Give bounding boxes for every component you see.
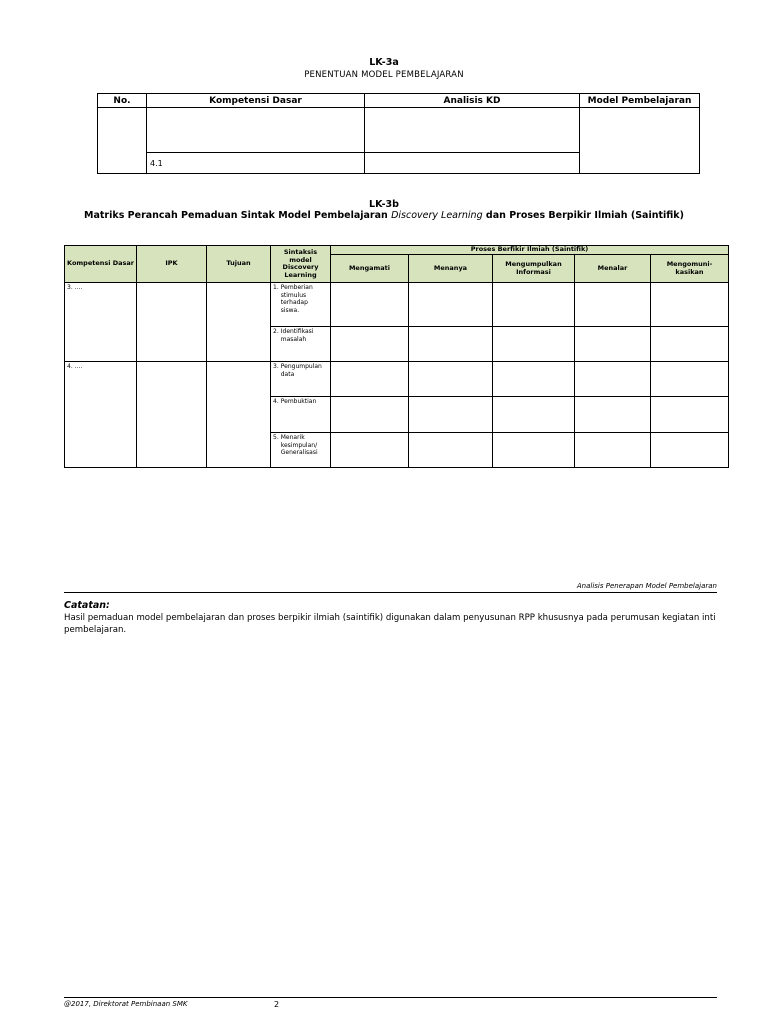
- empty-cell: [575, 362, 651, 397]
- sintaks-cell: [271, 397, 331, 433]
- footer-rule: [64, 997, 717, 998]
- catatan-body: Hasil pemaduan model pembelajaran dan proses berpikir ilmiah (saintifik) digunakan dalam penyusunan RPP khususnya pada perumusan kegiatan inti pembelajaran.: [64, 613, 716, 635]
- sintaks-num: 2.: [273, 328, 279, 335]
- sintaks-text: Pembuktian: [280, 398, 317, 405]
- cell-kd-1: [147, 108, 365, 153]
- header-mengomunikasikan: Mengomuni-kasikan: [651, 255, 729, 283]
- empty-cell: [493, 397, 575, 433]
- sintaks-num: 5.: [273, 434, 279, 441]
- header-menanya: Menanya: [409, 255, 493, 283]
- empty-cell: [493, 327, 575, 362]
- page-number: 2: [274, 1000, 280, 1009]
- empty-cell: [651, 397, 729, 433]
- header-menalar: Menalar: [575, 255, 651, 283]
- header-no: No.: [98, 94, 147, 108]
- cell-kd-2: 4.1: [147, 153, 365, 174]
- cell-analisis-2: [365, 153, 580, 174]
- sintaks-cell: [271, 433, 331, 468]
- lk3b-subtitle-pre: Matriks Perancah Pemaduan Sintak Model Pembelajaran: [84, 210, 392, 221]
- header-kompetensi-dasar: Kompetensi Dasar: [147, 94, 365, 108]
- running-header-rule: [64, 592, 717, 593]
- sintaks-text: Pengumpulan data: [280, 363, 322, 378]
- lk3b-title: LK-3b: [369, 199, 399, 210]
- lk3b-subtitle-post: dan Proses Berpikir Ilmiah (Saintifik): [482, 210, 684, 221]
- empty-cell: [493, 362, 575, 397]
- empty-cell: [575, 397, 651, 433]
- sintaks-num: 1.: [273, 284, 279, 291]
- lk3a-title: LK-3a: [369, 57, 399, 68]
- header-mengumpulkan: Mengumpulkan Informasi: [493, 255, 575, 283]
- empty-cell: [575, 433, 651, 468]
- empty-cell: [575, 283, 651, 327]
- ipk-cell: [137, 283, 207, 362]
- empty-cell: [575, 327, 651, 362]
- header-sintaksis: Sintaksis model Discovery Learning: [271, 246, 331, 283]
- lk3b-subtitle: [0, 210, 768, 221]
- cell-model: [580, 108, 700, 174]
- sintaks-num: 3.: [273, 363, 279, 370]
- header-model-pembelajaran: Model Pembelajaran: [580, 94, 700, 108]
- tujuan-cell: [207, 362, 271, 468]
- header-proses: Proses Berfikir Ilmiah (Saintifik): [331, 246, 729, 255]
- catatan-heading: Catatan:: [64, 600, 110, 611]
- sintaks-text: Menarik kesimpulan/ Generalisasi: [280, 434, 318, 456]
- empty-cell: [331, 433, 409, 468]
- cell-no: [98, 108, 147, 174]
- running-header: Analisis Penerapan Model Pembelajaran: [576, 582, 717, 590]
- sintaks-cell: [271, 327, 331, 362]
- cell-analisis-1: [365, 108, 580, 153]
- kd-cell: 3. ....: [65, 283, 137, 362]
- header-mengamati: Mengamati: [331, 255, 409, 283]
- lk3b-table: [64, 245, 729, 468]
- empty-cell: [651, 283, 729, 327]
- empty-cell: [651, 433, 729, 468]
- header-kd: Kompetensi Dasar: [65, 246, 137, 283]
- kd-cell: 4. ....: [65, 362, 137, 468]
- empty-cell: [409, 283, 493, 327]
- header-tujuan: Tujuan: [207, 246, 271, 283]
- empty-cell: [409, 327, 493, 362]
- empty-cell: [331, 362, 409, 397]
- empty-cell: [493, 433, 575, 468]
- empty-cell: [493, 283, 575, 327]
- lk3a-subtitle: PENENTUAN MODEL PEMBELAJARAN: [304, 70, 464, 80]
- sintaks-num: 4.: [273, 398, 279, 405]
- empty-cell: [651, 327, 729, 362]
- empty-cell: [409, 433, 493, 468]
- empty-cell: [331, 397, 409, 433]
- sintaks-cell: [271, 362, 331, 397]
- header-ipk: IPK: [137, 246, 207, 283]
- lk3a-table: [97, 93, 700, 174]
- sintaks-cell: [271, 283, 331, 327]
- ipk-cell: [137, 362, 207, 468]
- empty-cell: [409, 362, 493, 397]
- footer-copyright: @2017, Direktorat Pembinaan SMK: [64, 1000, 188, 1008]
- header-analisis-kd: Analisis KD: [365, 94, 580, 108]
- lk3b-subtitle-italic: Discovery Learning: [391, 210, 483, 221]
- empty-cell: [409, 397, 493, 433]
- sintaks-text: Identifikasi masalah: [280, 328, 314, 343]
- empty-cell: [651, 362, 729, 397]
- tujuan-cell: [207, 283, 271, 362]
- empty-cell: [331, 327, 409, 362]
- sintaks-text: Pemberian stimulus terhadap siswa.: [280, 284, 313, 314]
- empty-cell: [331, 283, 409, 327]
